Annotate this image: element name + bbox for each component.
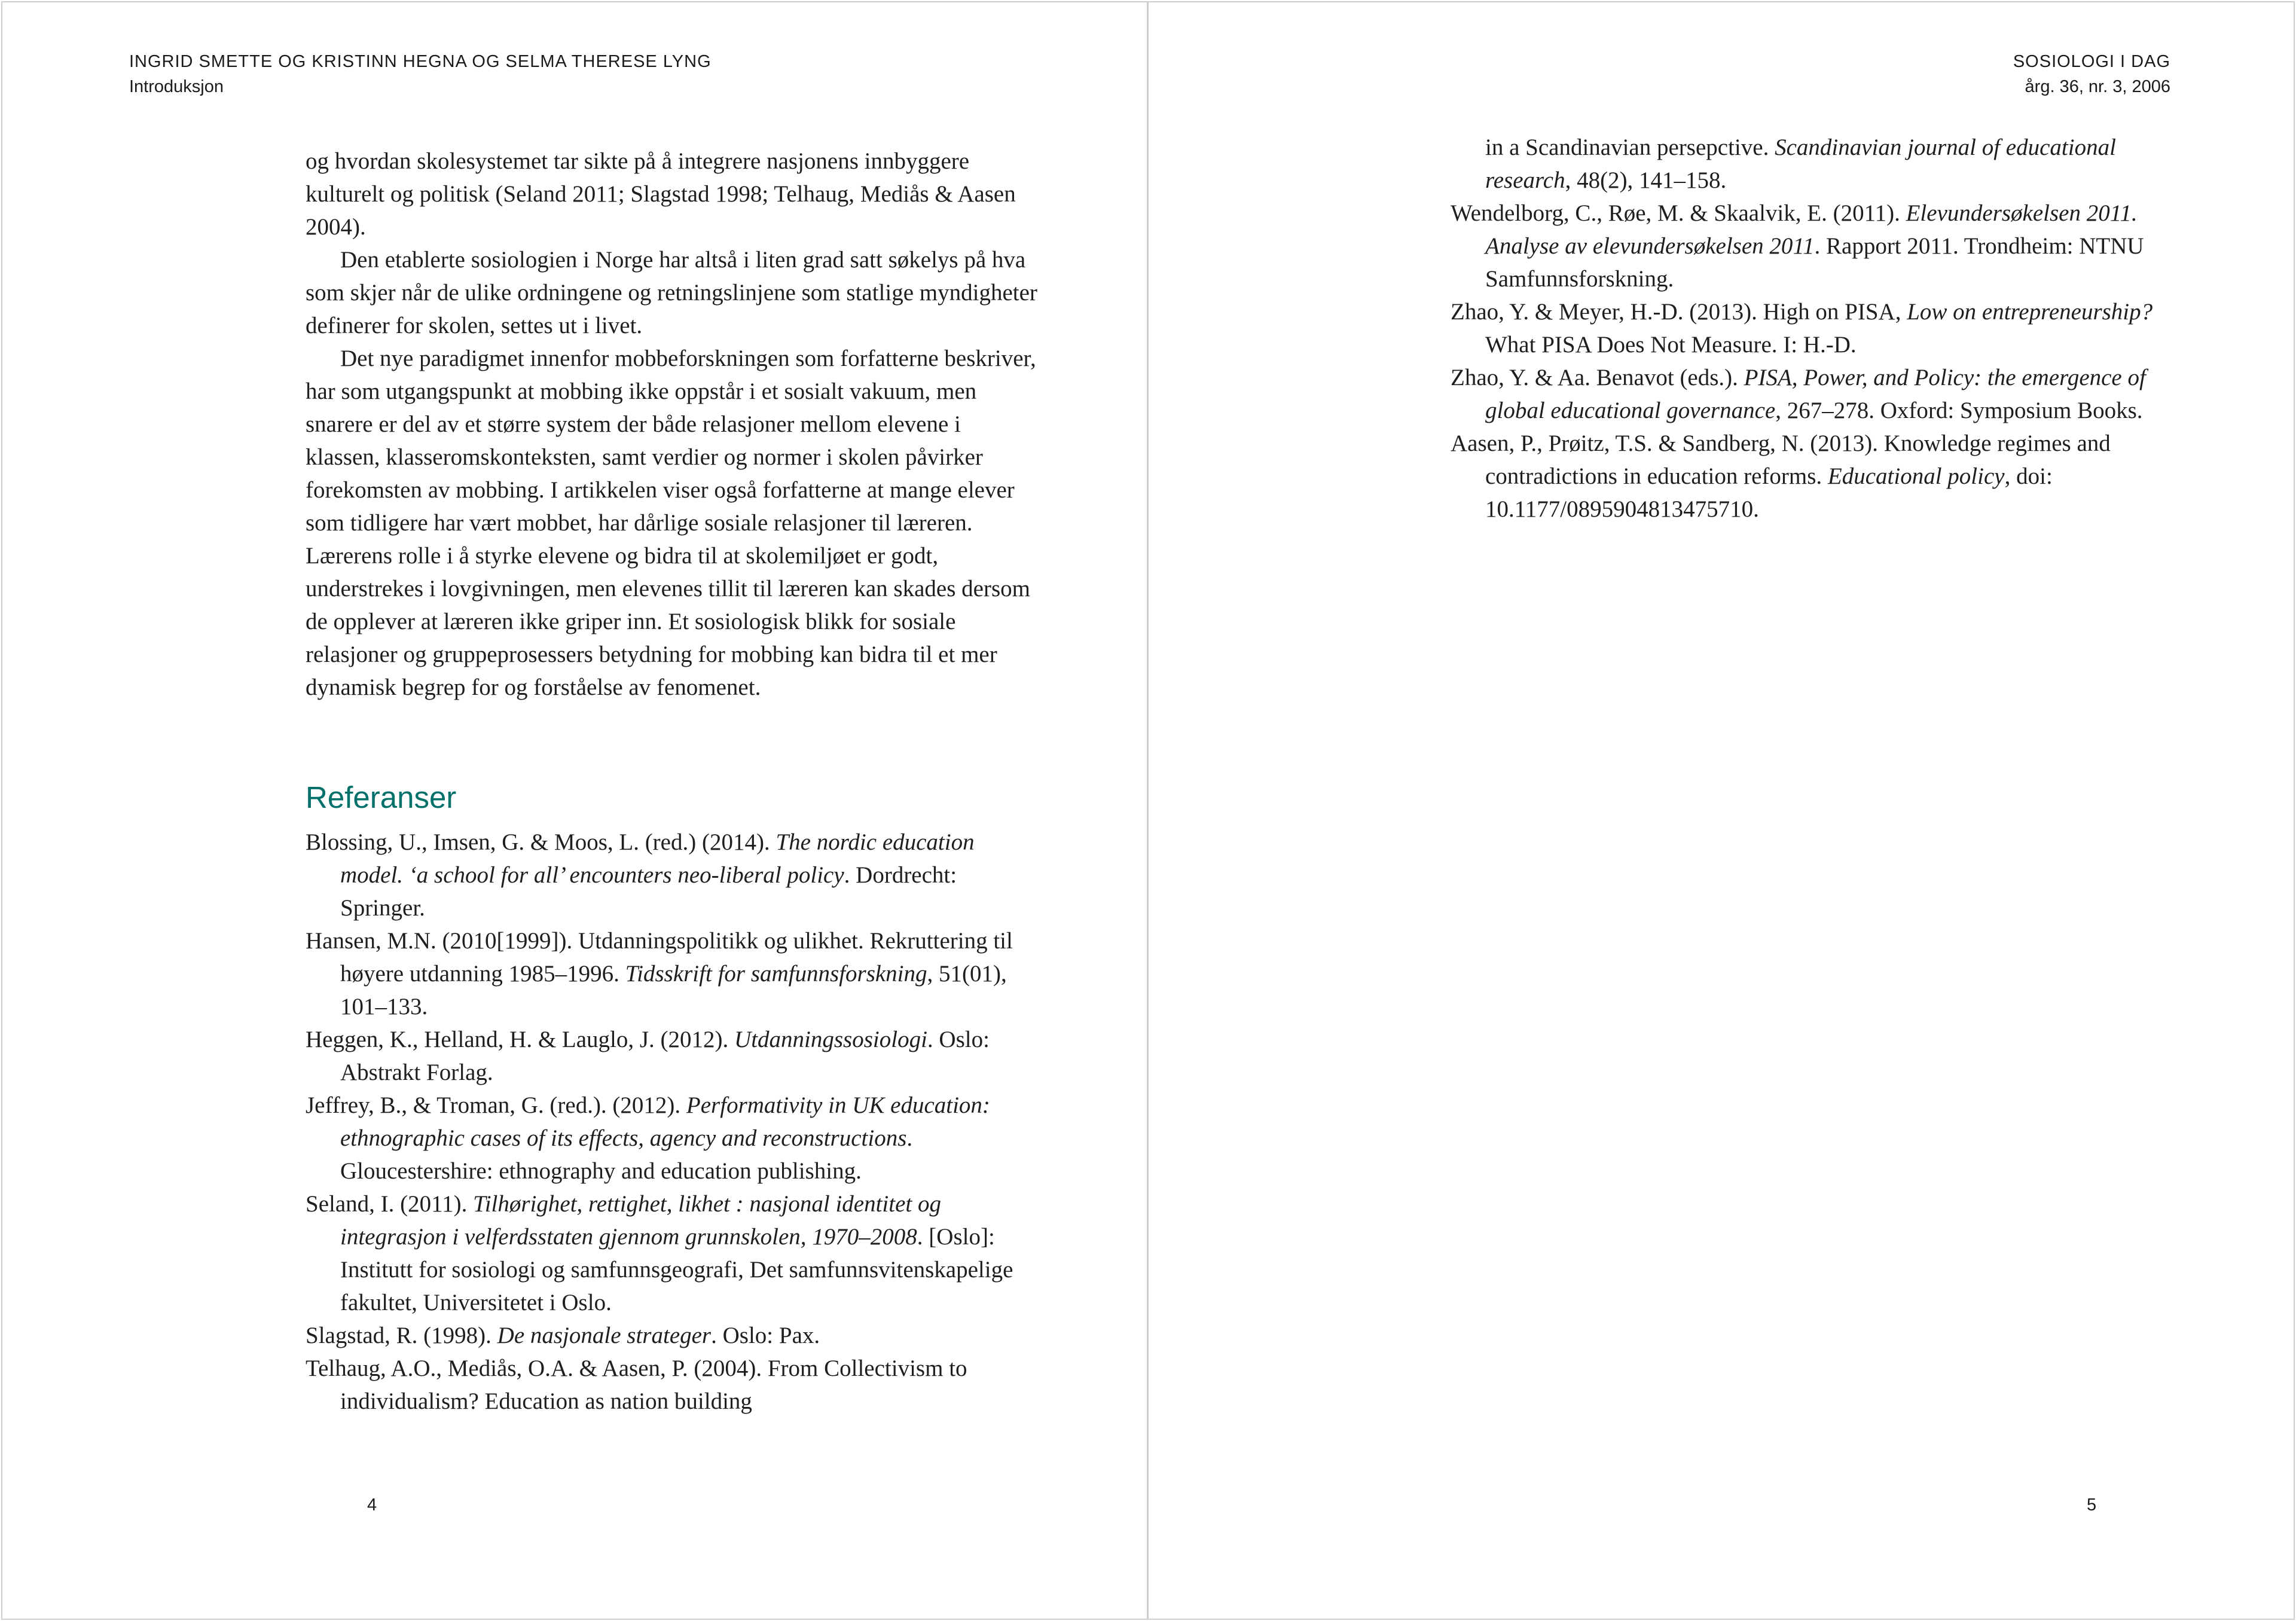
paragraph-3: Det nye paradigmet innenfor mobbeforskningen som forfatterne beskriver, har som utgangspunkt at mobbing ikke oppstår i et sosialt vakuum, men snarere er del av et større system der både relasjoner mellom elevene i klassen, klasseromskonteksten, samt verdier og normer i skolen påvirker forekomsten av mobbing. I artikkelen viser også forfatterne at mange elever som tidligere har vært mobbet, har dårlige sosiale relasjoner til læreren. Lærerens rolle i å styrke elevene og bidra til at skolemiljøet er godt, understrekes i lovgivningen, men elevenes tillit til læreren kan skades dersom de opplever at læreren ikke griper inn. Et sosiologisk blikk for sosiale relasjoner og gruppeprosessers betydning for mobbing kan bidra til et mer dynamisk begrep for og forståelse av fenomenet. [306,346,1036,700]
reference-entry: Seland, I. (2011). Tilhørighet, rettighet, likhet : nasjonal identitet og integrasjon i velferdsstaten gjennom grunnskolen, 1970–2008. [Oslo]: Institutt for sosiologi og samfunnsgeografi, Det samfunnsvitenskapelige fakultet, Universitetet i Oslo. [306,1191,1013,1315]
reference-entry: Heggen, K., Helland, H. & Lauglo, J. (2012). Utdanningssosiologi. Oslo: Abstrakt Forlag. [306,1027,990,1085]
page-number-right: 5 [2087,1495,2097,1515]
reference-entry: Zhao, Y. & Meyer, H.-D. (2013). High on PISA, Low on entrepreneurship? What PISA Does Not Measure. I: H.-D. [1451,299,2153,358]
reference-entry: Wendelborg, C., Røe, M. & Skaalvik, E. (2011). Elevundersøkelsen 2011. Analyse av elevundersøkelsen 2011. Rapport 2011. Trondheim: NTNU Samfunnsforskning. [1451,200,2144,292]
reference-list-right [1451,131,2162,526]
header-authors: INGRID SMETTE OG KRISTINN HEGNA OG SELMA THERESE LYNG [129,52,712,71]
reference-entry: Telhaug, A.O., Mediås, O.A. & Aasen, P. (2004). From Collectivism to individualism? Education as nation building [306,1356,967,1414]
right-page [1147,1,2295,1620]
running-header-left [129,49,712,99]
reference-list-left [306,826,1038,1418]
header-journal: SOSIOLOGI I DAG [2013,52,2170,71]
reference-entry: Aasen, P., Prøitz, T.S. & Sandberg, N. (2013). Knowledge regimes and contradictions in education reforms. Educational policy, doi: 10.1177/0895904813475710. [1451,431,2111,522]
references-heading: Referanser [306,780,457,814]
reference-entry: Blossing, U., Imsen, G. & Moos, L. (red.) (2014). The nordic education model. ‘a school for all’ encounters neo-liberal policy. Dordrecht: Springer. [306,829,975,921]
reference-entry: Hansen, M.N. (2010[1999]). Utdanningspolitikk og ulikhet. Rekruttering til høyere utdanning 1985–1996. Tidsskrift for samfunnsforskning, 51(01), 101–133. [306,928,1013,1019]
reference-entry: Jeffrey, B., & Troman, G. (red.). (2012). Performativity in UK education: ethnographic cases of its effects, agency and reconstructions. Gloucestershire: ethnography and education publishing. [306,1092,990,1184]
paragraph-1: og hvordan skolesystemet tar sikte på å integrere nasjonens innbyggere kulturelt og politisk (Seland 2011; Slagstad 1998; Telhaug, Mediås & Aasen 2004). [306,148,1016,240]
paragraph-2: Den etablerte sosiologien i Norge har altså i liten grad satt søkelys på hva som skjer når de ulike ordningene og retningslinjene som statlige myndigheter definerer for skolen, settes ut i livet. [306,247,1037,338]
page-number-left: 4 [367,1495,377,1515]
reference-entry: Zhao, Y. & Aa. Benavot (eds.). PISA, Power, and Policy: the emergence of global educational governance, 267–278. Oxford: Symposium Books. [1451,365,2146,423]
reference-entry-continued: in a Scandinavian persepctive. Scandinavian journal of educational research, 48(2), 141–158. [1485,135,2116,193]
reference-entry: Slagstad, R. (1998). De nasjonale strateger. Oslo: Pax. [306,1323,820,1348]
header-section: Introduksjon [129,77,224,96]
running-header-right [2013,49,2170,99]
body-text [306,145,1038,704]
left-page [1,1,1147,1620]
header-issue: årg. 36, nr. 3, 2006 [2025,77,2170,96]
